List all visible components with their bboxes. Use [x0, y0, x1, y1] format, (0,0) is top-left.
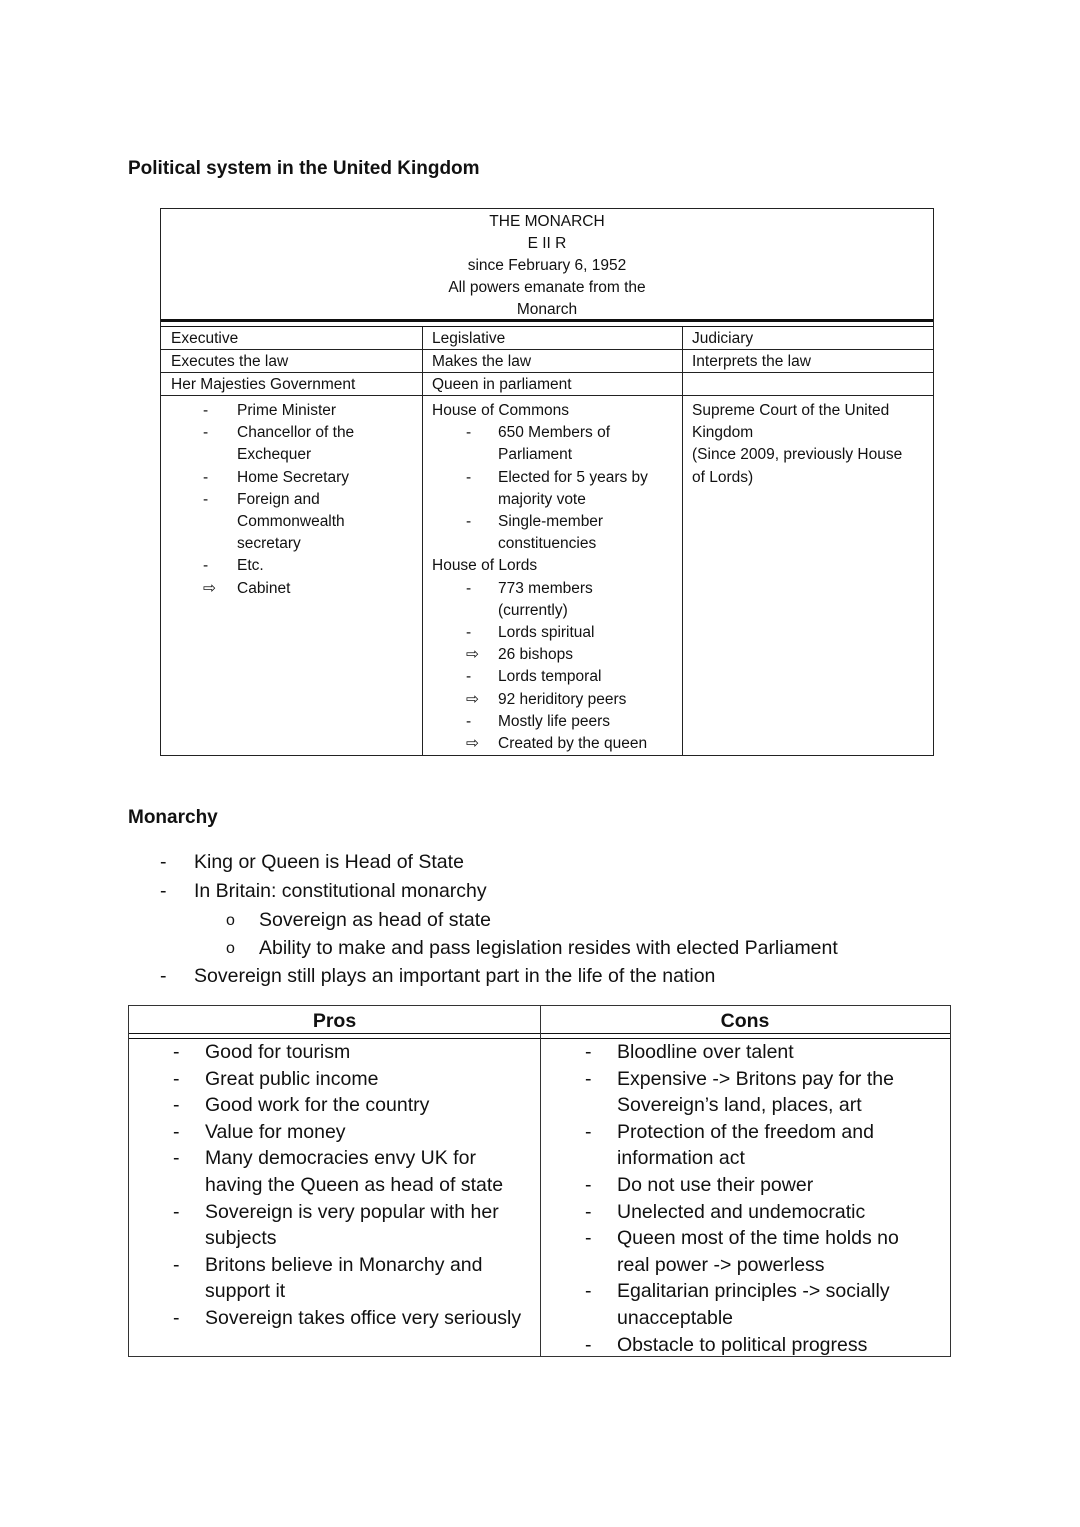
- list-item-text: having the Queen as head of state: [205, 1173, 504, 1196]
- legislative-role: Makes the law: [422, 350, 682, 373]
- list-item-text: 92 heriditory peers: [498, 690, 627, 708]
- arrow-icon: ⇨: [466, 646, 479, 664]
- lords-item: [432, 733, 682, 755]
- cons-item: [541, 1066, 951, 1119]
- monarchy-bullet: [160, 934, 838, 962]
- bullet-marker: -: [466, 624, 472, 642]
- list-item-text: Obstacle to political progress: [617, 1333, 868, 1356]
- arrow-icon: ⇨: [203, 579, 216, 597]
- executive-list: [161, 396, 422, 600]
- bullet-marker: o: [226, 912, 235, 929]
- executive-item: [171, 400, 422, 422]
- bullet-marker: -: [173, 1253, 180, 1276]
- pros-list: [129, 1039, 540, 1332]
- list-item-text: real power -> powerless: [617, 1253, 825, 1276]
- list-item-text: Single-member: [498, 513, 604, 531]
- list-item-text: Etc.: [237, 557, 264, 575]
- list-item-text: (currently): [498, 601, 568, 619]
- house-of-commons-label: House of Commons: [432, 402, 569, 419]
- list-item-text: Elected for 5 years by: [498, 468, 648, 486]
- bullet-marker: -: [585, 1067, 592, 1090]
- bullet-marker: -: [585, 1280, 592, 1303]
- heading-monarchy: Monarchy: [128, 807, 218, 828]
- list-item-text: secretary: [237, 535, 301, 553]
- commons-item: [432, 511, 682, 555]
- monarch-line: All powers emanate from the: [448, 279, 646, 296]
- bullet-marker: -: [466, 468, 472, 486]
- executive-item: [171, 467, 422, 489]
- executive-role: Executes the law: [161, 350, 422, 373]
- list-item-text: 650 Members of: [498, 424, 610, 442]
- list-item-text: Good work for the country: [205, 1094, 430, 1117]
- bullet-marker: -: [203, 557, 209, 575]
- bullet-text: King or Queen is Head of State: [194, 851, 464, 873]
- bullet-marker: -: [585, 1333, 592, 1356]
- list-item-text: Bloodline over talent: [617, 1041, 794, 1063]
- lords-item: [432, 578, 682, 622]
- bullet-marker: -: [585, 1041, 592, 1063]
- commons-list: [432, 422, 682, 555]
- pros-item: [129, 1066, 540, 1093]
- pros-header: Pros: [312, 1010, 357, 1032]
- bullet-marker: -: [203, 424, 209, 442]
- legislative-body: Queen in parliament: [422, 373, 682, 396]
- list-item-text: Lords temporal: [498, 668, 602, 686]
- judiciary-line: Kingdom: [692, 424, 754, 442]
- judiciary-role: Interprets the law: [682, 350, 933, 373]
- monarchy-bullets: [160, 848, 838, 991]
- lords-item: [432, 666, 682, 688]
- lords-item: [432, 622, 682, 644]
- pros-item: [129, 1305, 540, 1332]
- judiciary-body: [682, 396, 933, 489]
- monarch-line: THE MONARCH: [489, 213, 605, 230]
- monarch-line: since February 6, 1952: [467, 257, 627, 274]
- bullet-marker: -: [173, 1306, 180, 1329]
- list-item-text: Unelected and undemocratic: [617, 1200, 866, 1223]
- house-of-lords-label: House of Lords: [432, 557, 538, 575]
- pros-item: [129, 1199, 540, 1252]
- judiciary-line: of Lords): [692, 468, 754, 486]
- executive-item: [171, 489, 422, 556]
- bullet-marker: -: [585, 1173, 592, 1196]
- pros-item: [129, 1145, 540, 1198]
- list-item-text: Value for money: [205, 1120, 346, 1143]
- lords-item: [432, 644, 682, 666]
- list-item-text: constituencies: [498, 535, 597, 553]
- bullet-marker: -: [160, 851, 167, 873]
- list-item-text: Egalitarian principles -> socially: [617, 1280, 890, 1303]
- legislative-title: Legislative: [422, 327, 682, 350]
- bullet-marker: -: [466, 424, 472, 442]
- list-item-text: Britons believe in Monarchy and: [205, 1253, 483, 1276]
- list-item-text: Parliament: [498, 446, 573, 464]
- judiciary-spacer: [682, 373, 933, 396]
- list-item-text: Sovereign takes office very seriously: [205, 1306, 522, 1329]
- list-item-text: Sovereign is very popular with her: [205, 1200, 499, 1223]
- executive-body: Her Majesties Government: [161, 373, 422, 396]
- executive-item: [171, 555, 422, 577]
- lords-item: [432, 711, 682, 733]
- double-divider: [161, 319, 933, 327]
- list-item-text: Many democracies envy UK for: [205, 1147, 476, 1170]
- list-item-text: unacceptable: [617, 1306, 734, 1329]
- bullet-text: Sovereign still plays an important part in the life of the nation: [194, 965, 716, 987]
- monarch-line: E II R: [527, 235, 567, 252]
- bullet-marker: -: [173, 1147, 180, 1170]
- lords-item: [432, 689, 682, 711]
- cons-item: [541, 1119, 951, 1172]
- arrow-icon: ⇨: [466, 690, 479, 708]
- judiciary-line: (Since 2009, previously House: [692, 446, 903, 464]
- list-item-text: Foreign and: [237, 490, 320, 508]
- monarchy-bullet: [160, 877, 838, 906]
- cons-item: [541, 1225, 951, 1278]
- pros-item: [129, 1119, 540, 1146]
- bullet-marker: -: [585, 1200, 592, 1223]
- list-item-text: Mostly life peers: [498, 712, 610, 730]
- cons-item: [541, 1199, 951, 1226]
- list-item-text: information act: [617, 1147, 745, 1170]
- bullet-marker: -: [466, 712, 472, 730]
- bullet-marker: -: [173, 1067, 180, 1090]
- list-item-text: Prime Minister: [237, 402, 337, 419]
- bullet-text: Ability to make and pass legislation resides with elected Parliament: [259, 937, 838, 959]
- list-item-text: 773 members: [498, 579, 593, 597]
- monarch-line: Monarch: [516, 301, 578, 318]
- bullet-marker: -: [466, 579, 472, 597]
- list-item-text: Created by the queen: [498, 735, 648, 753]
- pros-item: [129, 1252, 540, 1305]
- monarchy-bullet: [160, 848, 838, 877]
- list-item-text: subjects: [205, 1227, 277, 1250]
- list-item-text: Queen most of the time holds no: [617, 1227, 899, 1250]
- judiciary-line: Supreme Court of the United: [692, 402, 890, 419]
- list-item-text: Commonwealth: [237, 513, 345, 531]
- commons-item: [432, 467, 682, 511]
- executive-item: [171, 578, 422, 600]
- bullet-text: Sovereign as head of state: [259, 909, 491, 931]
- bullet-marker: -: [160, 880, 167, 902]
- executive-column: [161, 327, 423, 755]
- cons-header: Cons: [720, 1010, 770, 1032]
- bullet-marker: -: [173, 1041, 180, 1063]
- list-item-text: Exchequer: [237, 446, 312, 464]
- monarchy-bullet: [160, 962, 838, 991]
- list-item-text: support it: [205, 1280, 286, 1303]
- monarchy-bullet: [160, 906, 838, 934]
- bullet-marker: -: [466, 668, 472, 686]
- cons-item: [541, 1039, 951, 1066]
- pros-cons-table: [128, 1005, 951, 1357]
- legislative-column: [422, 327, 683, 755]
- list-item-text: Chancellor of the: [237, 424, 355, 442]
- bullet-marker: -: [585, 1120, 592, 1143]
- executive-item: [171, 422, 422, 466]
- bullet-marker: o: [226, 940, 235, 957]
- cons-item: [541, 1278, 951, 1331]
- bullet-marker: -: [173, 1200, 180, 1223]
- bullet-marker: -: [160, 965, 167, 987]
- list-item-text: Protection of the freedom and: [617, 1120, 874, 1143]
- list-item-text: Cabinet: [237, 579, 291, 597]
- list-item-text: Do not use their power: [617, 1173, 814, 1196]
- heading-political-system: Political system in the United Kingdom: [128, 158, 480, 179]
- list-item-text: Sovereign’s land, places, art: [617, 1094, 862, 1117]
- bullet-marker: -: [173, 1094, 180, 1117]
- political-system-table: [160, 208, 934, 756]
- list-item-text: Great public income: [205, 1067, 379, 1090]
- list-item-text: majority vote: [498, 490, 586, 508]
- arrow-icon: ⇨: [466, 735, 479, 753]
- commons-item: [432, 422, 682, 466]
- lords-list: [432, 578, 682, 756]
- bullet-marker: -: [203, 468, 209, 486]
- pros-item: [129, 1039, 540, 1066]
- cons-item: [541, 1332, 951, 1359]
- list-item-text: Good for tourism: [205, 1041, 351, 1063]
- bullet-marker: -: [203, 490, 209, 508]
- pros-item: [129, 1092, 540, 1119]
- cons-item: [541, 1172, 951, 1199]
- legislative-list: [422, 396, 682, 755]
- bullet-marker: -: [173, 1120, 180, 1143]
- bullet-text: In Britain: constitutional monarchy: [194, 880, 487, 902]
- cons-list: [541, 1039, 951, 1358]
- list-item-text: Expensive -> Britons pay for the: [617, 1067, 894, 1090]
- list-item-text: Lords spiritual: [498, 624, 595, 642]
- bullet-marker: -: [585, 1227, 592, 1250]
- bullet-marker: -: [466, 513, 472, 531]
- list-item-text: Home Secretary: [237, 468, 349, 486]
- monarch-cell: [161, 209, 933, 321]
- list-item-text: 26 bishops: [498, 646, 573, 664]
- judiciary-column: [682, 327, 933, 755]
- bullet-marker: -: [203, 402, 209, 419]
- judiciary-title: Judiciary: [682, 327, 933, 350]
- executive-title: Executive: [161, 327, 422, 350]
